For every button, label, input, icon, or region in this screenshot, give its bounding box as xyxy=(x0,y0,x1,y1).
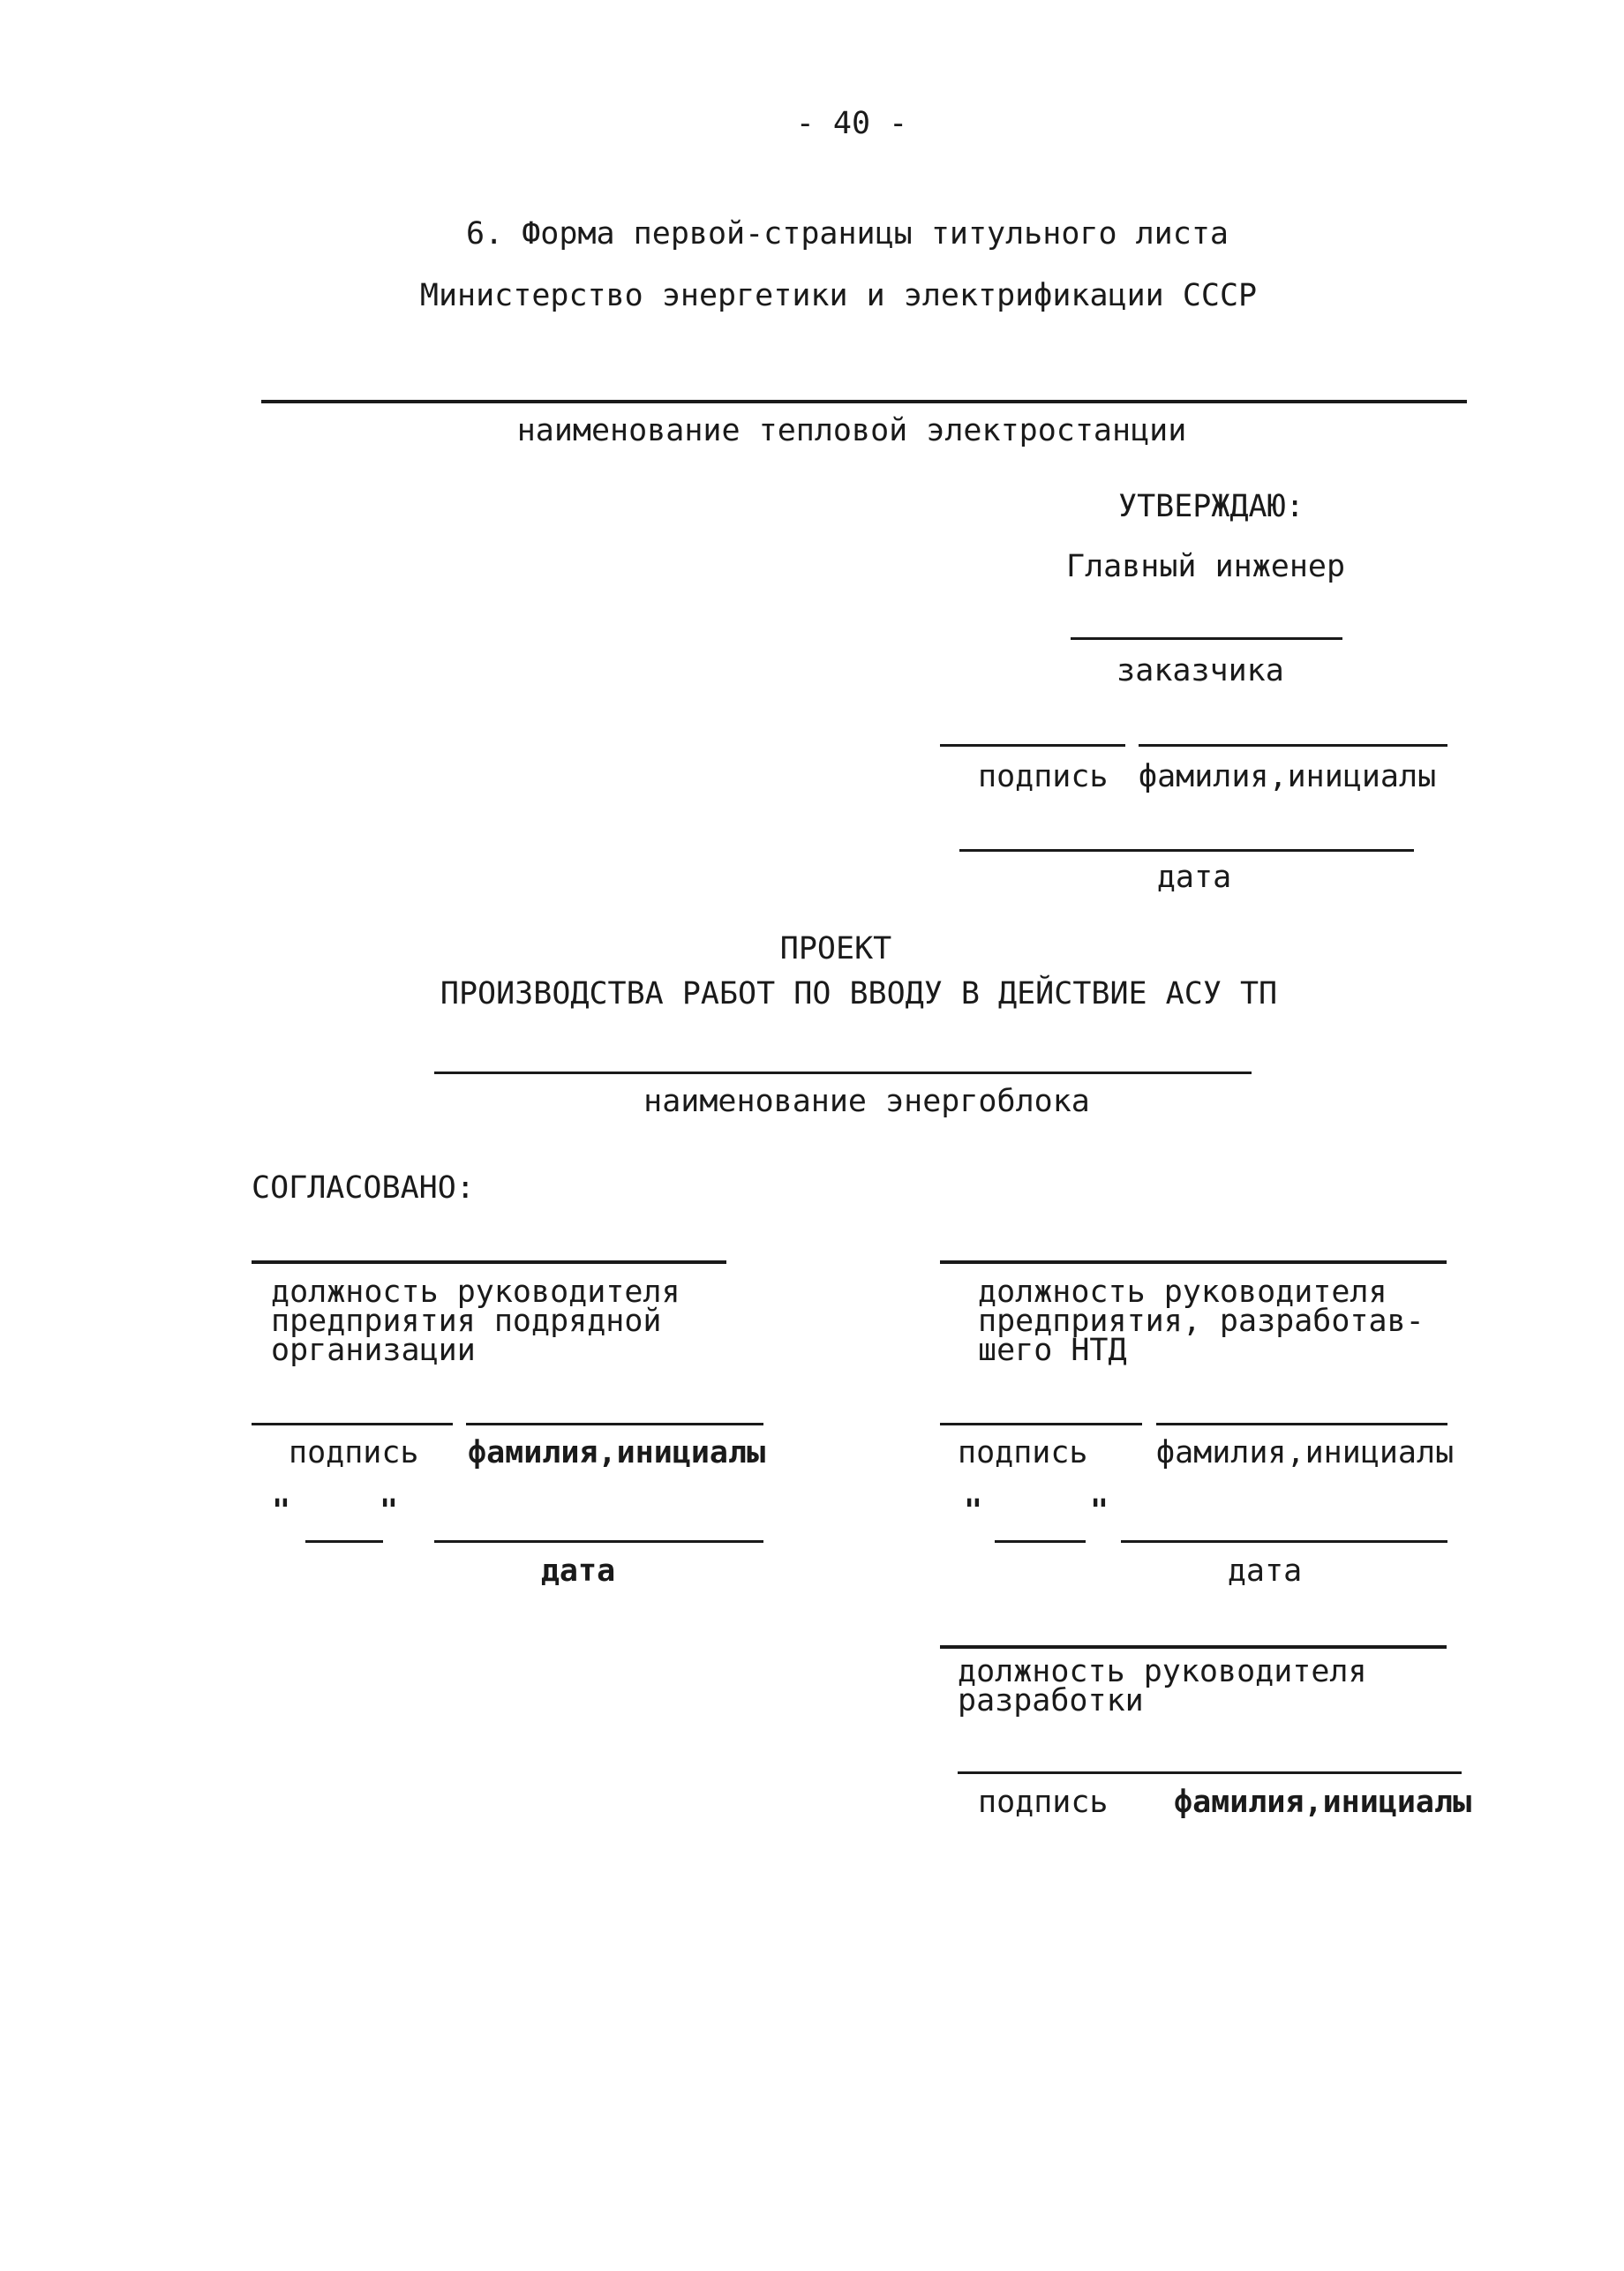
left-signature-label: подпись xyxy=(289,1435,419,1470)
project-title: ПРОЕКТ xyxy=(779,931,892,966)
bottom-signature-label: подпись xyxy=(978,1785,1109,1820)
approval-date-line xyxy=(959,849,1414,852)
right-quote-open: " xyxy=(964,1493,983,1529)
agreed-label: СОГЛАСОВАНО: xyxy=(252,1170,475,1206)
right-name-line xyxy=(1156,1423,1447,1425)
chief-engineer-label: Главный инженер xyxy=(1066,549,1346,584)
right-signature-line xyxy=(940,1423,1142,1425)
right-position-caption: должность руководителя предприятия, разработав- шего НТД xyxy=(978,1275,1425,1368)
unit-name-line xyxy=(434,1072,1252,1074)
left-name-line xyxy=(466,1423,763,1425)
approval-date-label: дата xyxy=(1156,860,1232,895)
project-subtitle: ПРОИЗВОДСТВА РАБОТ ПО ВВОДУ В ДЕЙСТВИЕ АСУ ТП xyxy=(440,976,1278,1011)
left-quote-open: " xyxy=(272,1493,291,1529)
bottom-signature-line xyxy=(958,1771,1462,1774)
customer-label: заказчика xyxy=(1116,653,1284,688)
right-name-label: фамилия,инициалы xyxy=(1156,1435,1455,1470)
bottom-position-line xyxy=(940,1645,1447,1649)
station-name-line xyxy=(261,400,1467,403)
station-caption: наименование тепловой электростанции xyxy=(516,413,1187,448)
right-day-line xyxy=(995,1540,1086,1543)
left-position-caption: должность руководителя предприятия подрядной организации xyxy=(271,1275,680,1368)
page-number: - 40 - xyxy=(795,106,908,141)
approval-signature-line xyxy=(940,744,1125,747)
section-heading: 6. Форма первой-страницы титульного листа xyxy=(466,216,1229,252)
right-date-label: дата xyxy=(1227,1553,1303,1589)
left-signature-line xyxy=(252,1423,453,1425)
right-signature-label: подпись xyxy=(958,1435,1088,1470)
bottom-position-caption: должность руководителя разработки xyxy=(958,1654,1367,1718)
left-date-label: дата xyxy=(540,1553,616,1589)
right-date-line xyxy=(1121,1540,1447,1543)
left-date-line xyxy=(434,1540,763,1543)
left-position-line xyxy=(252,1260,726,1264)
unit-caption: наименование энергоблока xyxy=(643,1084,1090,1119)
left-day-line xyxy=(305,1540,383,1543)
approval-name-label: фамилия,инициалы xyxy=(1139,759,1437,794)
bottom-name-label: фамилия,инициалы xyxy=(1174,1785,1472,1820)
right-quote-close: " xyxy=(1090,1493,1109,1529)
approval-name-line xyxy=(1139,744,1447,747)
left-quote-close: " xyxy=(380,1493,399,1529)
left-name-label: фамилия,инициалы xyxy=(468,1435,766,1470)
approval-signature-label: подпись xyxy=(978,759,1109,794)
ministry-name: Министерство энергетики и электрификации СССР xyxy=(419,278,1258,313)
right-position-line xyxy=(940,1260,1447,1264)
approve-label: УТВЕРЖДАЮ: xyxy=(1118,489,1304,524)
customer-name-line xyxy=(1071,637,1342,640)
